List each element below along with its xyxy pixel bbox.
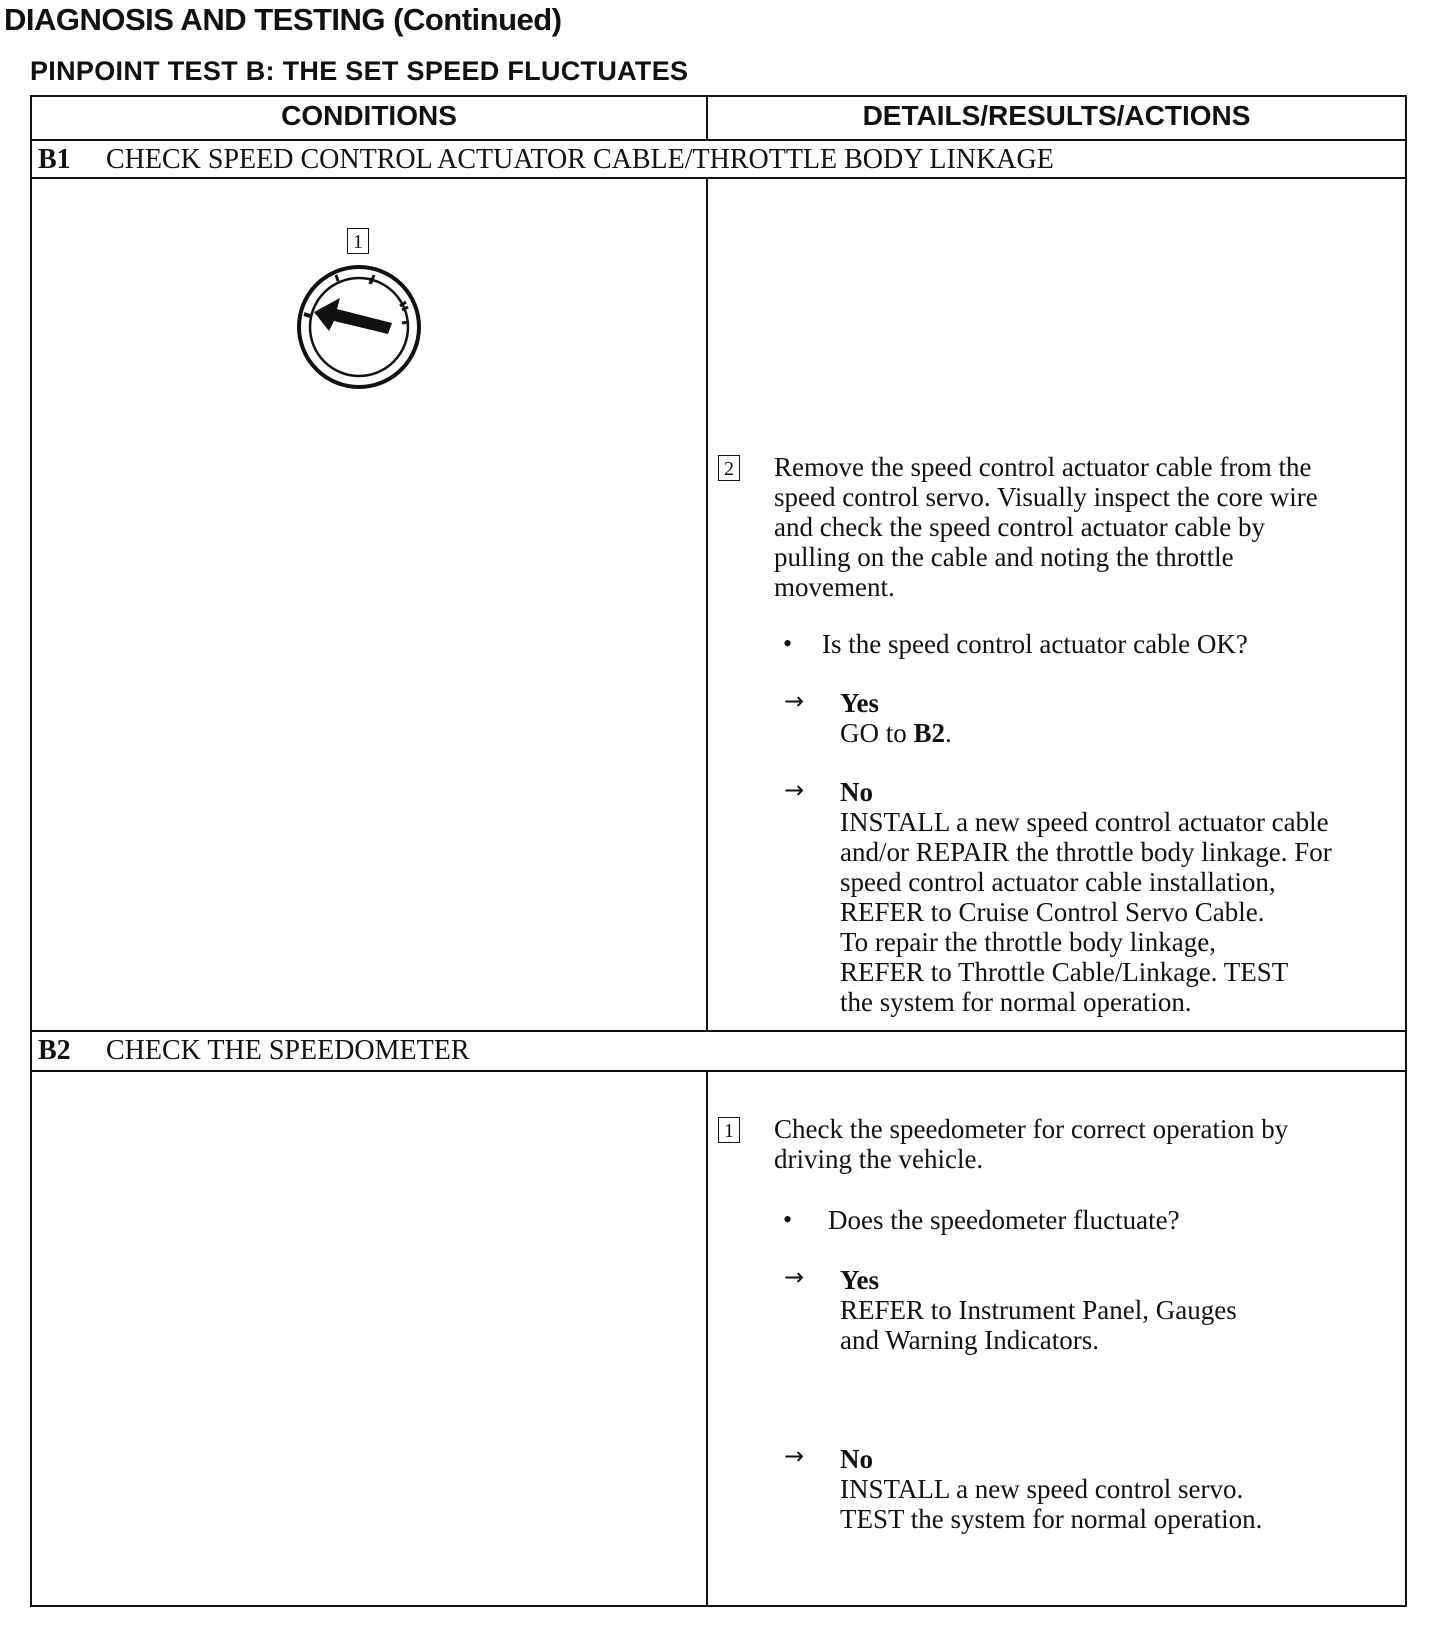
result-line: To repair the throttle body linkage, bbox=[840, 927, 1216, 957]
column-header-conditions: CONDITIONS bbox=[281, 100, 457, 131]
b2-instruction bbox=[774, 1114, 1288, 1174]
result-line: INSTALL a new speed control actuator cable bbox=[840, 807, 1329, 837]
result-line: INSTALL a new speed control servo. bbox=[840, 1474, 1244, 1504]
yes-suffix: . bbox=[945, 718, 952, 748]
divider-b1-title bbox=[30, 177, 1407, 179]
column-divider-b1 bbox=[706, 177, 708, 1030]
step-b2-id: B2 bbox=[38, 1035, 71, 1066]
b2-yes-result bbox=[840, 1295, 1237, 1355]
divider-b2-start bbox=[30, 1030, 1407, 1032]
result-line: speed control actuator cable installation, bbox=[840, 867, 1276, 897]
arrow-right-icon: → bbox=[784, 1263, 805, 1291]
b1-yes-label: Yes bbox=[840, 688, 879, 718]
step-b1-id: B1 bbox=[38, 144, 71, 175]
test-title: PINPOINT TEST B: THE SET SPEED FLUCTUATES bbox=[30, 56, 689, 86]
instruction-line: movement. bbox=[774, 572, 895, 602]
divider-b2-title bbox=[30, 1070, 1407, 1072]
b1-instruction bbox=[774, 452, 1318, 602]
instruction-line: Remove the speed control actuator cable from the bbox=[774, 452, 1312, 482]
result-line: TEST the system for normal operation. bbox=[840, 1504, 1263, 1534]
page-title: DIAGNOSIS AND TESTING (Continued) bbox=[4, 2, 562, 37]
b2-yes-label: Yes bbox=[840, 1265, 879, 1295]
b1-yes-result bbox=[840, 718, 952, 748]
result-line: REFER to Cruise Control Servo Cable. bbox=[840, 897, 1265, 927]
bullet-icon: • bbox=[783, 629, 793, 658]
instruction-line: and check the speed control actuator cable by bbox=[774, 512, 1266, 542]
yes-target: B2 bbox=[913, 718, 946, 748]
instruction-line: pulling on the cable and noting the throttle bbox=[774, 542, 1234, 572]
condition-step-number: 1 bbox=[347, 228, 369, 254]
column-header-details: DETAILS/RESULTS/ACTIONS bbox=[862, 100, 1251, 131]
b1-question: Is the speed control actuator cable OK? bbox=[822, 629, 1248, 659]
result-line: and/or REPAIR the throttle body linkage. For bbox=[840, 837, 1332, 867]
instruction-line: speed control servo. Visually inspect the core wire bbox=[774, 482, 1318, 512]
b1-no-label: No bbox=[840, 777, 873, 807]
result-line: and Warning Indicators. bbox=[840, 1325, 1100, 1355]
action-step-number: 1 bbox=[718, 1117, 740, 1143]
arrow-right-icon: → bbox=[784, 776, 805, 804]
action-step-number: 2 bbox=[718, 455, 740, 481]
step-b1-title: CHECK SPEED CONTROL ACTUATOR CABLE/THROTTLE BODY LINKAGE bbox=[106, 144, 1054, 175]
step-b2-heading bbox=[38, 1035, 470, 1067]
b1-no-result bbox=[840, 807, 1332, 1017]
b2-no-label: No bbox=[840, 1444, 873, 1474]
step-b1-heading bbox=[38, 144, 1054, 176]
ignition-switch-icon bbox=[296, 264, 422, 390]
column-divider-b2 bbox=[706, 1070, 708, 1607]
result-line: REFER to Throttle Cable/Linkage. TEST bbox=[840, 957, 1289, 987]
arrow-right-icon: → bbox=[784, 1442, 805, 1470]
b2-no-result bbox=[840, 1474, 1262, 1534]
result-line: REFER to Instrument Panel, Gauges bbox=[840, 1295, 1237, 1325]
divider-header bbox=[30, 139, 1407, 141]
result-line: the system for normal operation. bbox=[840, 987, 1192, 1017]
step-b2-title: CHECK THE SPEEDOMETER bbox=[106, 1035, 470, 1066]
instruction-line: driving the vehicle. bbox=[774, 1144, 984, 1174]
yes-text: GO to bbox=[840, 718, 907, 748]
instruction-line: Check the speedometer for correct operation by bbox=[774, 1114, 1289, 1144]
arrow-right-icon: → bbox=[784, 687, 805, 715]
b2-question: Does the speedometer fluctuate? bbox=[828, 1205, 1180, 1235]
bullet-icon: • bbox=[783, 1205, 793, 1234]
